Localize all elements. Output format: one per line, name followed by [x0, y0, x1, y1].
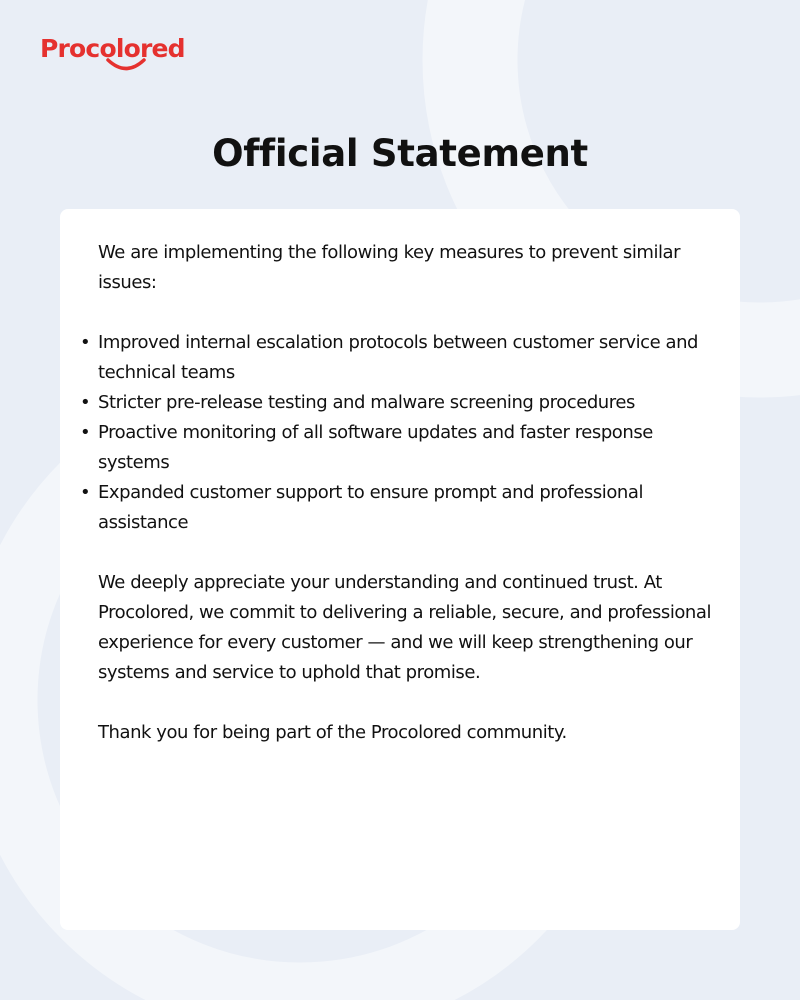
statement-body [98, 238, 718, 778]
intro-paragraph: We are implementing the following key measures to prevent similar issues: [98, 242, 681, 293]
logo-wordmark: Procolored [40, 34, 185, 63]
page-title: Official Statement [212, 132, 588, 175]
closing-paragraph: Thank you for being part of the Procolored community. [98, 722, 567, 743]
measures-list [98, 328, 718, 538]
commitment-paragraph: We deeply appreciate your understanding and continued trust. At Procolored, we commit to delivering a reliable, secure, and professional experience for every customer — and we will keep strengthening our systems and service to uphold that promise. [98, 572, 712, 683]
statement-card [60, 209, 740, 930]
logo-smile-icon [106, 57, 146, 75]
list-item: • Stricter pre-release testing and malware screening procedures [98, 388, 718, 418]
list-item: • Proactive monitoring of all software updates and faster response systems [98, 418, 718, 478]
procolored-logo[interactable] [40, 36, 185, 61]
list-item: • Expanded customer support to ensure prompt and professional assistance [98, 478, 718, 538]
list-item: • Improved internal escalation protocols between customer service and technical teams [98, 328, 718, 388]
